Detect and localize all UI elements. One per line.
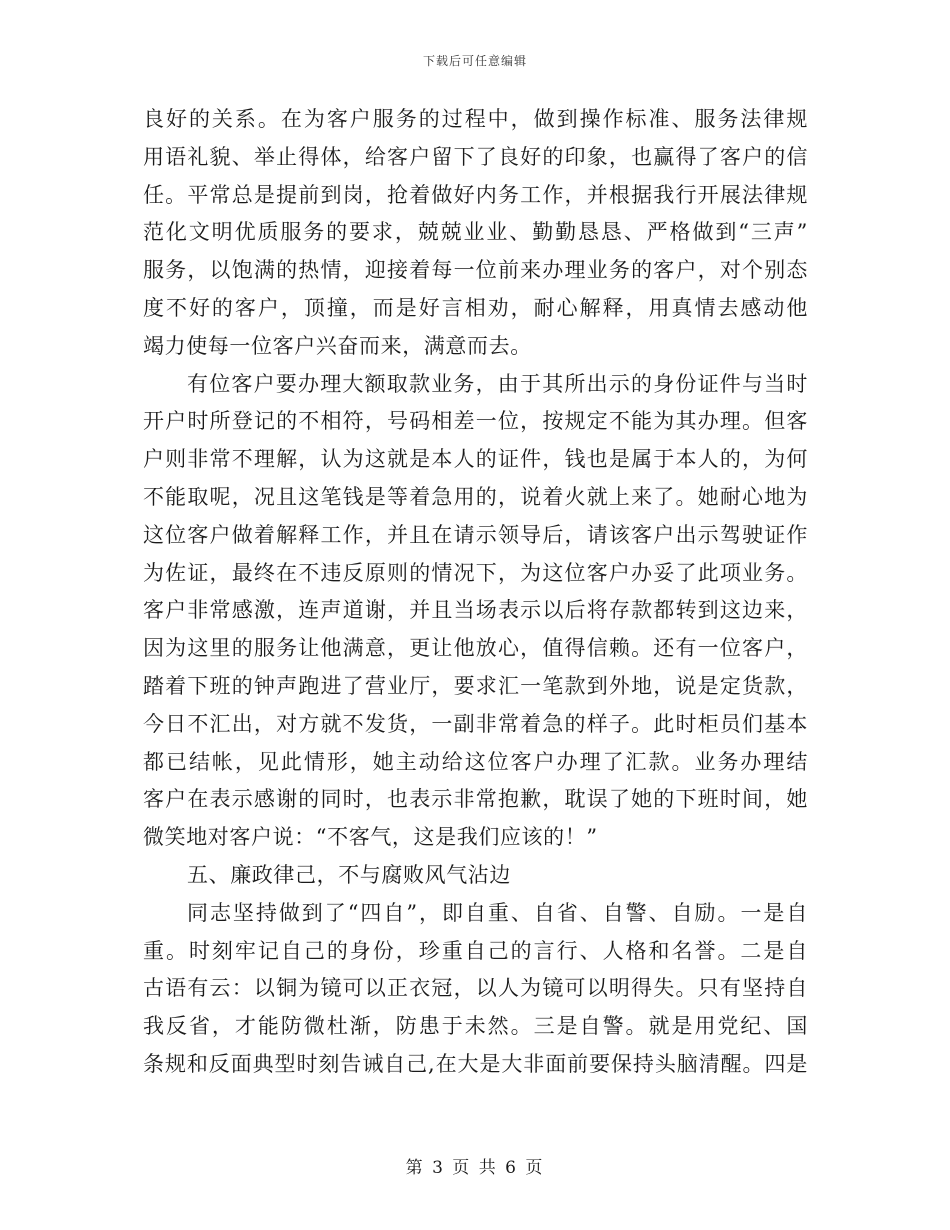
document-body <box>143 101 808 1084</box>
text-line: 客户在表示感谢的同时，也表示非常抱歉，耽误了她的下班时间，她 <box>143 787 808 812</box>
text-line: 不能取呢，况且这笔钱是等着急用的，说着火就上来了。她耐心地为 <box>143 484 808 509</box>
text-line: 微笑地对客户说：“不客气，这是我们应该的！” <box>143 825 598 850</box>
text-line: 竭力使每一位客户兴奋而来，满意而去。 <box>143 333 532 358</box>
page-number-footer: 第 3 页 共 6 页 <box>405 1158 545 1178</box>
text-line: 踏着下班的钟声跑进了营业厅，要求汇一笔款到外地，说是定货款， <box>143 673 808 698</box>
text-line: 良好的关系。在为客户服务的过程中，做到操作标准、服务法律规 <box>143 107 808 131</box>
paragraph-start-line: 同志坚持做到了“四自”，即自重、自省、自警、自励。一是自 <box>187 900 808 925</box>
text-line: 客户非常感激，连声道谢，并且当场表示以后将存款都转到这边来， <box>143 598 808 623</box>
text-line: 为佐证，最终在不违反原则的情况下，为这位客户办妥了此项业务。 <box>143 560 808 585</box>
page-header-note: 下载后可任意编辑 <box>422 54 527 68</box>
text-line: 都已结帐，见此情形，她主动给这位客户办理了汇款。业务办理结 <box>143 749 808 774</box>
text-line: 任。平常总是提前到岗，抢着做好内务工作，并根据我行开展法律规 <box>143 182 808 207</box>
text-line: 重。时刻牢记自己的身份，珍重自己的言行、人格和名誉。二是自 <box>143 938 808 963</box>
text-line: 用语礼貌、举止得体，给客户留下了良好的印象，也赢得了客户的信 <box>143 144 808 169</box>
text-line: 今日不汇出，对方就不发货，一副非常着急的样子。此时柜员们基本 <box>143 711 808 736</box>
text-line: 这位客户做着解释工作，并且在请示领导后，请该客户出示驾驶证作 <box>143 522 808 547</box>
text-line: 条规和反面典型时刻告诫自己,在大是大非面前要保持头脑清醒。四是 <box>143 1051 808 1076</box>
text-line: 度不好的客户，顶撞，而是好言相劝，耐心解释，用真情去感动他 <box>143 295 808 320</box>
text-line: 古语有云：以铜为镜可以正衣冠，以人为镜可以明得失。只有坚持自 <box>143 976 808 1001</box>
section-heading: 五、廉政律己，不与腐败风气沾边 <box>187 862 511 887</box>
text-line: 因为这里的服务让他满意，更让他放心，值得信赖。还有一位客户， <box>143 636 808 661</box>
text-line: 范化文明优质服务的要求，兢兢业业、勤勤恳恳、严格做到“三声” <box>143 220 808 245</box>
text-line: 服务，以饱满的热情，迎接着每一位前来办理业务的客户，对个别态 <box>143 258 808 283</box>
text-line: 我反省，才能防微杜渐，防患于未然。三是自警。就是用党纪、国 <box>143 1014 808 1039</box>
paragraph-start-line: 有位客户要办理大额取款业务，由于其所出示的身份证件与当时 <box>187 371 808 396</box>
text-line: 开户时所登记的不相符，号码相差一位，按规定不能为其办理。但客 <box>143 409 808 434</box>
text-line: 户则非常不理解，认为这就是本人的证件，钱也是属于本人的，为何 <box>143 447 808 472</box>
